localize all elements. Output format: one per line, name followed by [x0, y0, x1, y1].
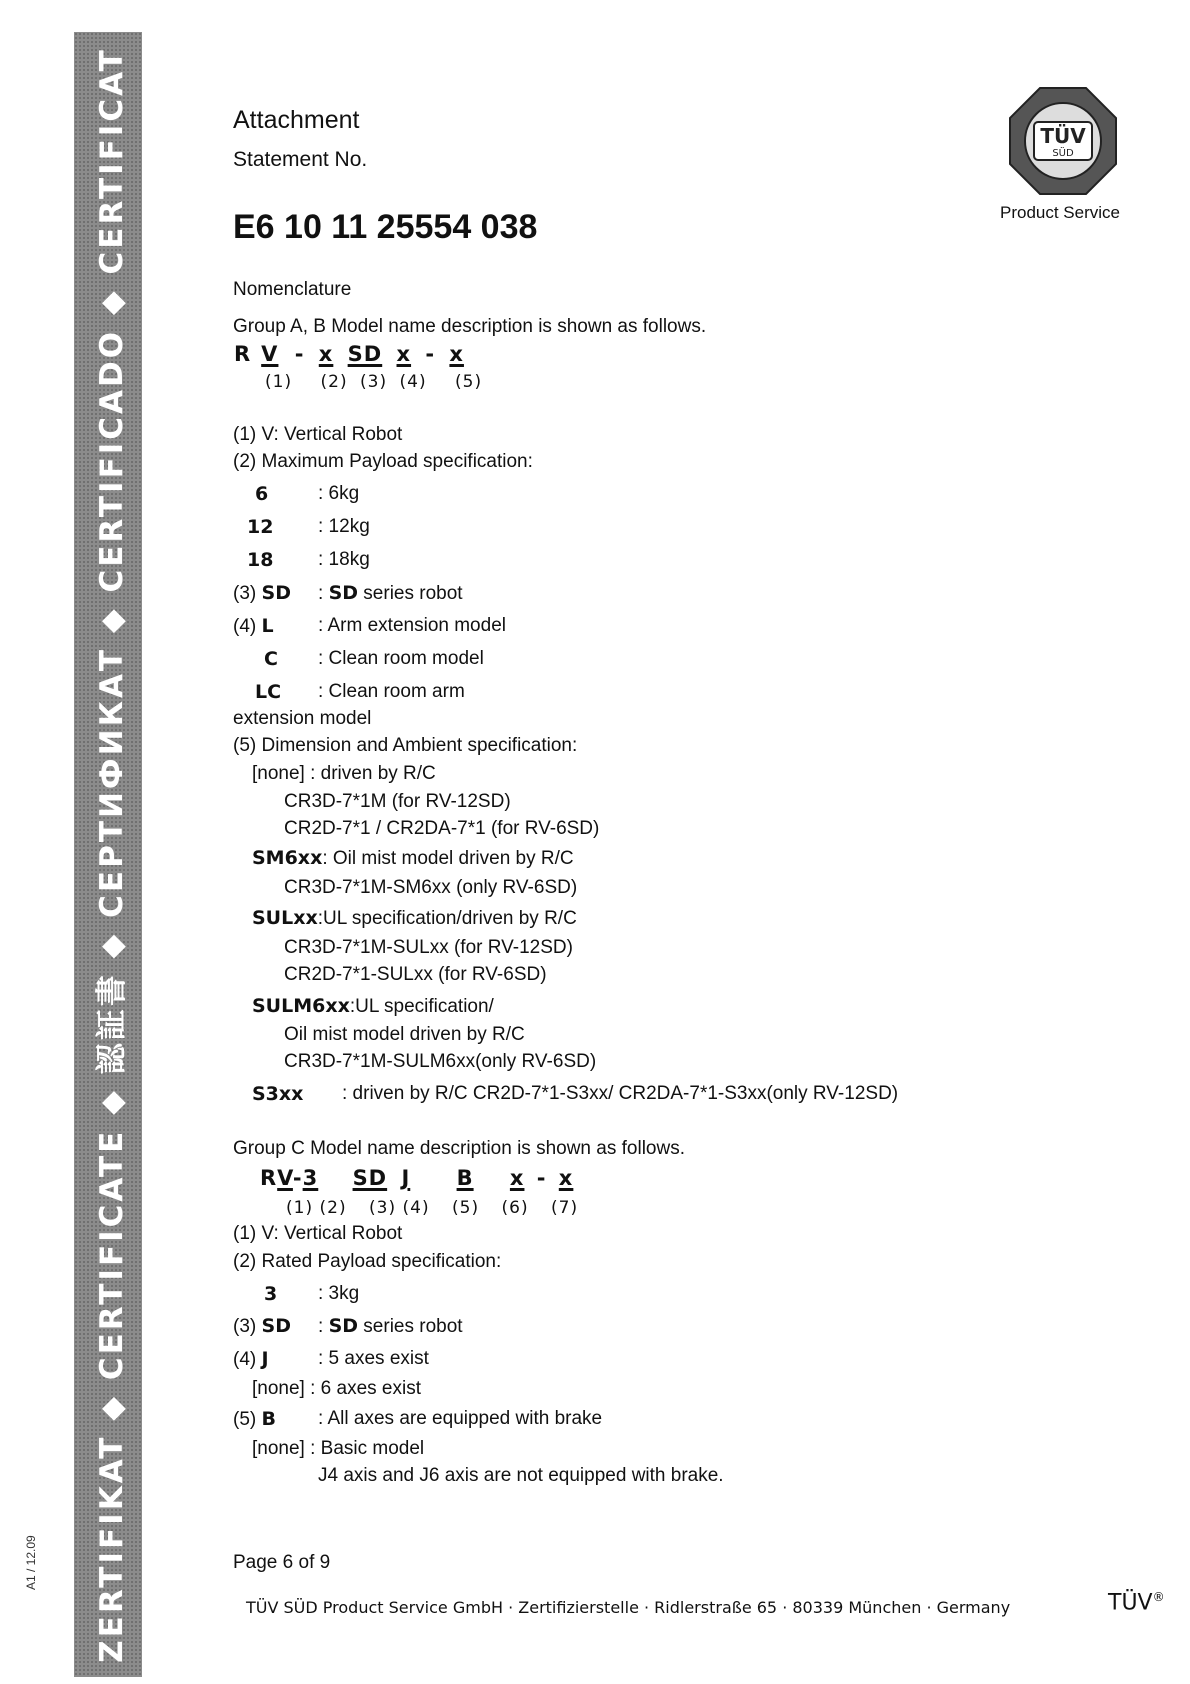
certificate-sidebar-banner [74, 32, 142, 1677]
group-ab-intro: Group A, B Model name description is shown as follows. [233, 316, 707, 337]
list-item: (4) L [233, 615, 274, 637]
form-code: A1 / 12.09 [24, 1535, 38, 1590]
list-item: [none] : 6 axes exist [252, 1378, 421, 1399]
list-item: [none] : driven by R/C [252, 763, 436, 784]
list-item: J4 axis and J6 axis are not equipped with brake. [318, 1465, 724, 1486]
list-item: SULxx:UL specification/driven by R/C [252, 907, 577, 929]
list-item-desc: : 5 axes exist [318, 1348, 429, 1369]
list-item-desc: : SD series robot [318, 582, 463, 604]
list-item: [none] : Basic model [252, 1438, 425, 1459]
group-c-model-code: RV-3 SD J B x - x [260, 1166, 574, 1190]
list-item: (4) J [233, 1348, 269, 1370]
payload-desc: : 12kg [318, 516, 370, 537]
list-item-desc: : Clean room model [318, 648, 484, 669]
payload-desc: : 18kg [318, 549, 370, 570]
page-number: Page 6 of 9 [233, 1552, 331, 1573]
list-item: CR3D-7*1M (for RV-12SD) [284, 791, 511, 812]
list-item: SM6xx: Oil mist model driven by R/C [252, 847, 574, 869]
list-item: (3) SD [233, 582, 291, 604]
group-c-intro: Group C Model name description is shown as follows. [233, 1138, 685, 1159]
list-item: (1) V: Vertical Robot [233, 424, 403, 445]
list-item: CR3D-7*1M-SULM6xx(only RV-6SD) [284, 1051, 597, 1072]
payload-key: 6 [255, 483, 269, 505]
payload-desc: : 3kg [318, 1283, 360, 1304]
list-item-key: S3xx [252, 1083, 304, 1105]
sidebar-banner-text: ZERTIFIKAT ◆ CERTIFICATE ◆ 認証書 ◆ СЕРТИФИКАТ ◆ CERTIFICADO ◆ CERTIFICAT [93, 46, 130, 1663]
payload-desc: : 6kg [318, 483, 360, 504]
list-item: (2) Rated Payload specification: [233, 1251, 502, 1272]
payload-key: 18 [247, 549, 274, 571]
attachment-heading: Attachment [233, 106, 360, 134]
list-item: Oil mist model driven by R/C [284, 1024, 525, 1045]
payload-key: 3 [264, 1283, 278, 1305]
logo-text-tuv: TÜV [1040, 124, 1086, 148]
list-item-key: LC [255, 681, 282, 703]
list-item-desc: : All axes are equipped with brake [318, 1408, 603, 1429]
list-item-key: C [264, 648, 278, 670]
statement-number: E6 10 11 25554 038 [233, 208, 538, 246]
nomenclature-heading: Nomenclature [233, 279, 352, 300]
tuv-sud-logo [1008, 86, 1118, 196]
list-item: (5) B [233, 1408, 276, 1430]
list-item: CR3D-7*1M-SULxx (for RV-12SD) [284, 937, 573, 958]
list-item-desc: : Arm extension model [318, 615, 506, 636]
list-item: SULM6xx:UL specification/ [252, 995, 494, 1017]
group-ab-index-labels: (1) (2) (3) (4) (5) [265, 372, 483, 392]
payload-key: 12 [247, 516, 274, 538]
list-item: (5) Dimension and Ambient specification: [233, 735, 578, 756]
statement-label: Statement No. [233, 148, 368, 171]
list-item: (2) Maximum Payload specification: [233, 451, 533, 472]
list-item: CR2D-7*1-SULxx (for RV-6SD) [284, 964, 547, 985]
footer-tuv-brand: TÜV® [1108, 1590, 1165, 1616]
list-item: (3) SD [233, 1315, 291, 1337]
group-c-index-labels: (1) (2) (3) (4) (5) (6) (7) [286, 1198, 579, 1218]
product-service-caption: Product Service [1000, 203, 1120, 222]
logo-text-sud: SÜD [1052, 148, 1074, 159]
group-ab-model-code: R V - x SD x - x [234, 342, 464, 366]
list-item: (1) V: Vertical Robot [233, 1223, 403, 1244]
footer-address: TÜV SÜD Product Service GmbH · Zertifizierstelle · Ridlerstraße 65 · 80339 München · Germany [246, 1598, 1011, 1617]
list-item-desc: : Clean room arm [318, 681, 465, 702]
list-item: CR3D-7*1M-SM6xx (only RV-6SD) [284, 877, 578, 898]
list-item-desc: : driven by R/C CR2D-7*1-S3xx/ CR2DA-7*1-S3xx(only RV-12SD) [342, 1083, 899, 1104]
list-item: CR2D-7*1 / CR2DA-7*1 (for RV-6SD) [284, 818, 600, 839]
list-item: extension model [233, 708, 372, 729]
list-item-desc: : SD series robot [318, 1315, 463, 1337]
